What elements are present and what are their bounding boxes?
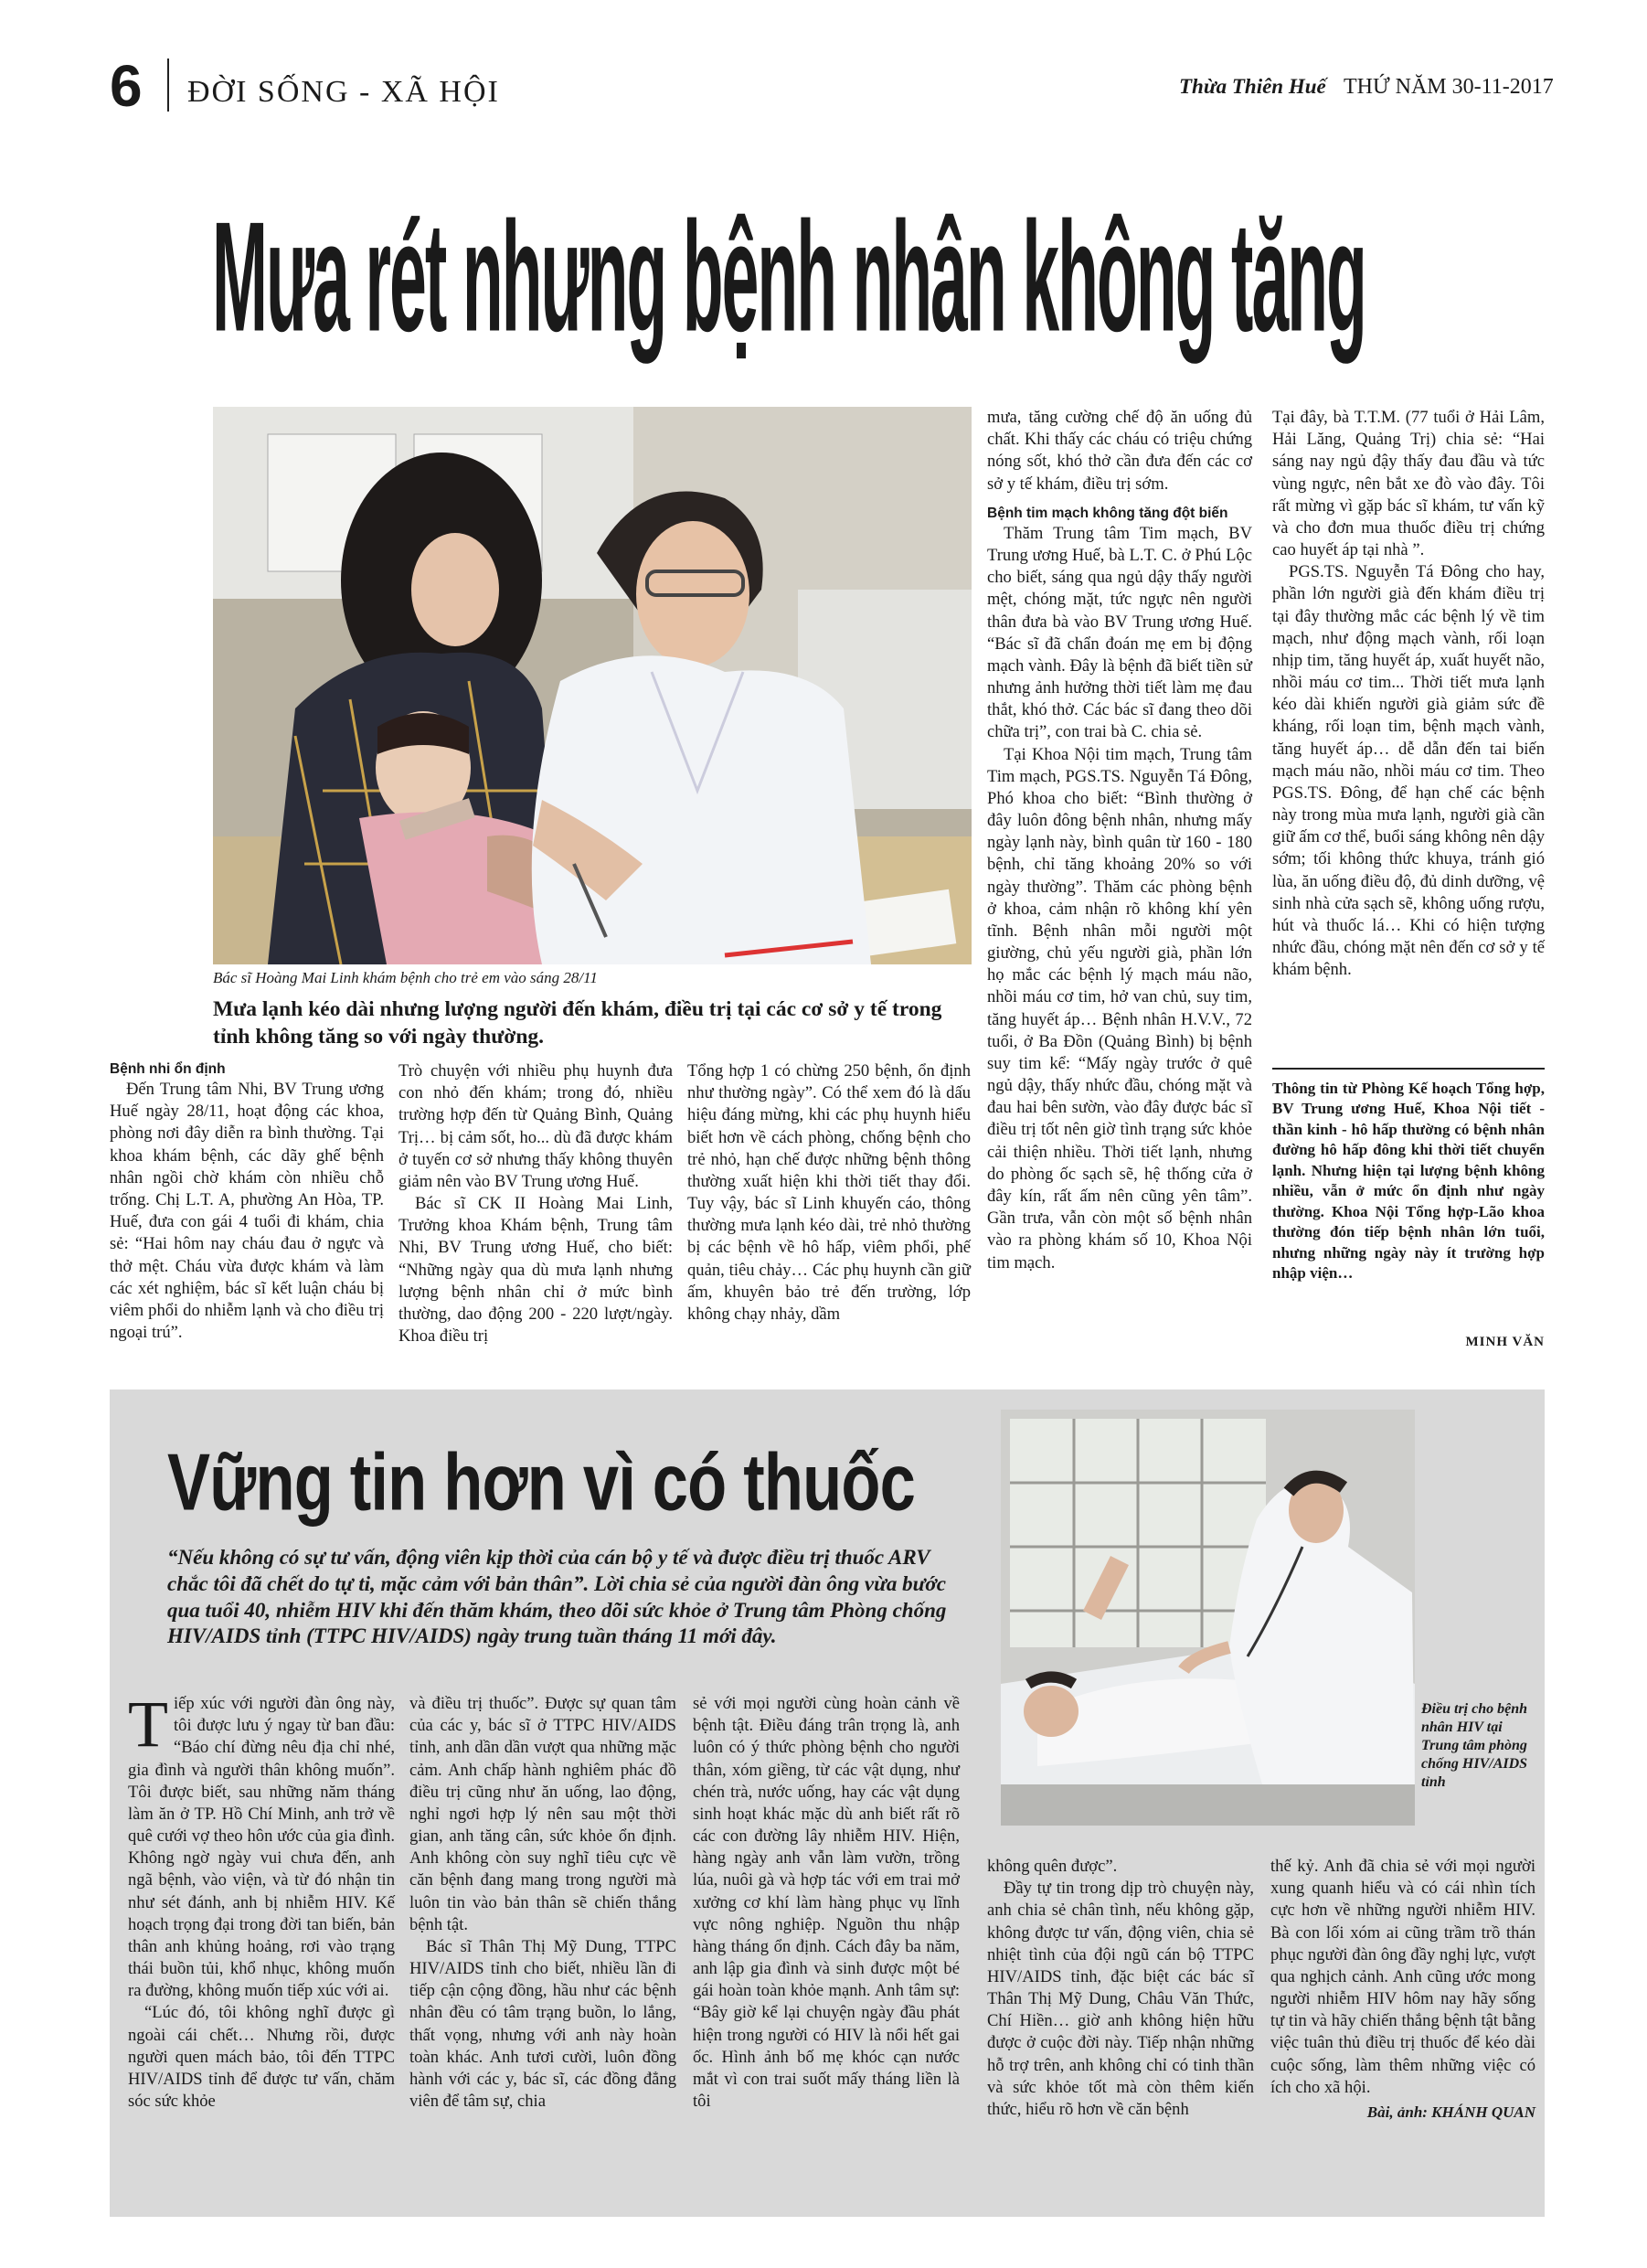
- article-2-photo: [1001, 1410, 1415, 1826]
- article-1-author: MINH VĂN: [1465, 1335, 1545, 1349]
- section-title: ĐỜI SỐNG - XÃ HỘI: [187, 75, 500, 109]
- publication-name: Thừa Thiên Huế: [1179, 75, 1326, 98]
- article-1-column-2: [398, 1060, 673, 1347]
- paragraph: không quên được”.: [987, 1857, 1118, 1876]
- paragraph: Bác sĩ Thân Thị Mỹ Dung, TTPC HIV/AIDS tỉnh cho biết, nhiều lần đi tiếp cận cộng đồng, hầu như các bệnh nhân đều có tâm trạng buồn, lo lắng, thất vọng, nhưng với anh này hoàn toàn khác. Anh tươi cười, luôn đồng hành với các y, bác sĩ, các đồng đẳng viên để tâm sự, chia: [409, 1936, 676, 2112]
- box-rule: [1272, 1068, 1545, 1070]
- paragraph: và điều trị thuốc”. Được sự quan tâm của các y, bác sĩ ở TTPC HIV/AIDS tỉnh, anh dần dần vượt qua những mặc cảm. Anh chấp hành nghiêm phác đồ điều trị cũng như ăn uống, lao động, nghỉ ngơi hợp lý nên sau một thời gian, anh tăng cân, sức khỏe ổn định. Anh không còn suy nghĩ tiêu cực về căn bệnh đang mang trong người mà luôn tin vào bản thân sẽ chiến thắng bệnh tật.: [409, 1694, 676, 1934]
- subheading: Bệnh nhi ổn định: [110, 1061, 226, 1077]
- paragraph: sẻ với mọi người cùng hoàn cảnh về bệnh tật. Điều đáng trân trọng là, anh luôn có ý thức phòng bệnh cho người thân, xóm giềng, từ các vật dụng, như chén trà, nước uống, hay các vật dụng sinh hoạt khác mặc dù anh biết rất rõ các con đường lây nhiễm HIV. Hiện, hàng ngày anh vẫn làm vườn, trồng lúa, nuôi gà và hợp tác với em trai mở xưởng cơ khí làm hàng phục vụ lĩnh vực nông nghiệp. Nguồn thu nhập hàng tháng ổn định. Cách đây ba năm, anh lập gia đình và sinh được một bé gái hoàn toàn khỏe mạnh. Anh tâm sự: “Bây giờ kể lại chuyện ngày đầu phát hiện trong người có HIV là nổi hết gai ốc. Hình ảnh bố mẹ khóc cạn nước mắt vì con trai suốt mấy tháng liền là tôi: [693, 1694, 960, 2112]
- article-2-column-5: [1270, 1856, 1535, 2123]
- article-1-column-1: [110, 1060, 384, 1344]
- photo-doctor-child-icon: [213, 407, 972, 964]
- paragraph: thế kỷ. Anh đã chia sẻ với mọi người xung quanh hiểu và có cái nhìn tích cực hơn về những người nhiễm HIV. Bà con lối xóm ai cũng trầm trồ thán phục người đàn ông đầy nghị lực, vượt qua nghịch cảnh. Anh cũng ước mong người nhiễm HIV hôm nay hãy sống tự tin và hãy chiến thắng bệnh tật bằng việc tuân thủ điều trị thuốc để kéo dài cuộc sống, làm thêm những việc có ích cho xã hội.: [1270, 1857, 1535, 2097]
- paragraph: mưa, tăng cường chế độ ăn uống đủ chất. Khi thấy các cháu có triệu chứng nóng sốt, khó thở cần đưa đến các cơ sở y tế khám, điều trị sớm.: [987, 408, 1252, 494]
- article-2-caption: Điều trị cho bệnh nhân HIV tại Trung tâm phòng chống HIV/AIDS tỉnh: [1421, 1701, 1528, 1790]
- article-1-column-4: [987, 407, 1252, 1274]
- paragraph: Tại Khoa Nội tim mạch, Trung tâm Tim mạch, PGS.TS. Nguyễn Tá Đông, Phó khoa cho biết: “Bình thường ở đây luôn đông bệnh nhân, nhưng mấy ngày lạnh này, bình quân từ 160 - 180 bệnh, chỉ tăng khoảng 20% so với ngày thường”. Thăm các phòng bệnh ở khoa, cảm nhận rõ không khí yên tĩnh. Bệnh nhân mỗi người một giường, chủ yếu người già, phần lớn họ mắc các bệnh lý mạch máu não, nhồi máu cơ tim, hở van chủ, suy tim, tăng huyết áp… Bệnh nhân H.V.V., 72 tuổi, ở Ba Đồn (Quảng Bình) bị bệnh suy tim kể: “Mấy ngày trước ở quê ngủ dậy, thấy nhức đầu, chóng mặt và đau hai bên sườn, vào đây được bác sĩ điều trị tốt nên giờ tình trạng sức khỏe cải thiện nhiều. Thời tiết lạnh, nhưng do phòng ốc sạch sẽ, hệ thống cửa ở đây kín, rất ấm nên cũng yên tâm”. Gần trưa, vẫn còn một số bệnh nhân vào ra phòng khám số 10, Khoa Nội tim mạch.: [987, 744, 1252, 1272]
- headline-article-2: Vững tin hơn vì có thuốc: [167, 1437, 916, 1528]
- paragraph: Trò chuyện với nhiều phụ huynh đưa con nhỏ đến khám; trong đó, nhiều trường hợp đến từ Quảng Bình, Quảng Trị… bị cảm sốt, ho... dù đã được khám ở tuyến cơ sở nhưng thấy không thuyên giảm nên vào BV Trung ương Huế.: [398, 1061, 673, 1191]
- paragraph: Tổng hợp 1 có chừng 250 bệnh, ổn định như thường ngày”. Có thể xem đó là dấu hiệu đáng mừng, khi các phụ huynh hiểu biết hơn về cách phòng, chống bệnh cho trẻ nhỏ, hạn chế được những bệnh thông thường xuất hiện khi thời tiết thay đổi. Tuy vậy, bác sĩ Linh khuyến cáo, thông thường mưa lạnh kéo dài, trẻ nhỏ thường bị các bệnh về hô hấp, viêm phổi, phế quản, tiêu chảy… Các phụ huynh cần giữ ấm, khuyên bảo trẻ đến trường, lớp không chạy nhảy, dầm: [687, 1061, 971, 1324]
- paragraph: PGS.TS. Nguyễn Tá Đông cho hay, phần lớn người già đến khám điều trị tại đây thường mắc các bệnh lý về tim mạch, như động mạch vành, rối loạn nhịp tim, tăng huyết áp, xuất huyết não, nhồi máu cơ tim... Thời tiết mưa lạnh kéo dài khiến người già giảm sức đề kháng, rối loạn tim, bệnh mạch vành, tăng huyết áp… dễ dẫn đến tai biến mạch máu não, nhồi máu cơ tim. Theo PGS.TS. Đông, để hạn chế các bệnh này trong mùa mưa lạnh, người già cần giữ ấm cơ thể, buổi sáng không nên dậy sớm; tối không thức khuya, tránh gió lùa, ăn uống điều độ, đủ dinh dưỡng, vệ sinh nhà cửa sạch sẽ, không uống rượu, hút và thuốc lá… Khi có hiện tượng nhức đầu, chóng mặt nên đến cơ sở y tế khám bệnh.: [1272, 562, 1545, 980]
- paragraph: Thăm Trung tâm Tim mạch, BV Trung ương Huế, bà L.T. C. ở Phú Lộc cho biết, sáng qua ngủ dậy thấy người mệt, chóng mặt, tức ngực nên người thân đưa bà vào BV Trung ương Huế. “Bác sĩ đã chẩn đoán mẹ em bị động mạch vành. Đây là bệnh đã biết tiền sử nhưng ảnh hưởng thời tiết làm mẹ đau thắt, khó thở. Các bác sĩ đang theo dõi chữa trị”, con trai bà C. chia sẻ.: [987, 523, 1252, 742]
- headline-article-1: Mưa rét nhưng bệnh nhân không tăng: [212, 189, 1365, 366]
- header-divider: [167, 59, 169, 112]
- article-2-column-4: [987, 1856, 1254, 2121]
- article-2-column-3: [693, 1693, 960, 2113]
- article-1-sapo: Mưa lạnh kéo dài nhưng lượng người đến khám, điều trị tại các cơ sở y tế trong tỉnh không tăng so với ngày thường.: [213, 997, 942, 1049]
- article-1-photo: [213, 407, 972, 964]
- article-1-column-3: [687, 1060, 971, 1326]
- paragraph: iếp xúc với người đàn ông này, tôi được lưu ý ngay từ ban đầu: “Báo chí đừng nêu địa chỉ nhé, gia đình và người thân không muốn”. Tôi được biết, sau những năm tháng làm ăn ở TP. Hồ Chí Minh, anh trở về quê cưới vợ theo hôn ước của gia đình. Không ngờ ngày vui chưa đến, anh ngã bệnh, vào viện, và từ đó nhận tin như sét đánh, anh bị nhiễm HIV. Kế hoạch trọng đại trong đời tan biến, bản thân anh khủng hoảng, rơi vào trạng thái buồn tủi, khổ nhục, không muốn ra đường, không muốn tiếp xúc với ai.: [128, 1694, 395, 2001]
- issue-date: THỨ NĂM 30-11-2017: [1344, 75, 1554, 99]
- photo-doctor-patient-bed-icon: [1001, 1410, 1415, 1826]
- article-2-sapo: “Nếu không có sự tư vấn, động viên kịp thời của cán bộ y tế và được điều trị thuốc ARV chắc tôi đã chết do tự ti, mặc cảm với bản thân”. Lời chia sẻ của người đàn ông vừa bước qua tuổi 40, nhiễm HIV khi đến thăm khám, theo dõi sức khỏe ở Trung tâm Phòng chống HIV/AIDS tỉnh (TTPC HIV/AIDS) ngày trung tuần tháng 11 mới đây.: [167, 1546, 947, 1648]
- hospital-info-box: Thông tin từ Phòng Kế hoạch Tổng hợp, BV Trung ương Huế, Khoa Nội tiết - thần kinh - hô hấp thường có bệnh nhân đường hô hấp đông khi thời tiết chuyển lạnh. Nhưng hiện tại lượng bệnh không nhiều, vẫn ở mức ổn định như ngày thường. Khoa Nội Tổng hợp-Lão khoa thường đón tiếp bệnh nhân lớn tuổi, nhưng những ngày này ít trường hợp nhập viện…: [1272, 1080, 1545, 1282]
- drop-cap: T: [128, 1688, 168, 1761]
- article-2-column-1: [128, 1688, 395, 2113]
- paragraph: Đầy tự tin trong dịp trò chuyện này, anh chia sẻ chân tình, nếu không gặp, không được tư vấn, động viên, chia sẻ nhiệt tình của đội ngũ cán bộ TTPC HIV/AIDS tỉnh, đặc biệt các bác sĩ Thân Thị Mỹ Dung, Châu Văn Thức, Chí Hiền… giờ anh không hiện hữu được ở cuộc đời này. Tiếp nhận những hỗ trợ trên, anh không chỉ có tinh thần và sức khỏe tốt mà còn thêm kiến thức, hiểu rõ hơn về căn bệnh: [987, 1879, 1254, 2119]
- paragraph: “Lúc đó, tôi không nghĩ được gì ngoài cái chết… Nhưng rồi, được người quen mách bảo, tôi đến TTPC HIV/AIDS tỉnh để được tư vấn, chăm sóc sức khỏe: [128, 2003, 395, 2112]
- paragraph: Bác sĩ CK II Hoàng Mai Linh, Trưởng khoa Khám bệnh, Trung tâm Nhi, BV Trung ương Huế, cho biết: “Những ngày qua dù mưa lạnh nhưng lượng bệnh nhân chỉ ở mức bình thường, dao động 200 - 220 lượt/ngày. Khoa điều trị: [398, 1194, 673, 1347]
- paragraph: Đến Trung tâm Nhi, BV Trung ương Huế ngày 28/11, hoạt động các khoa, phòng nơi đây diễn ra bình thường. Tại khoa khám bệnh, các dãy ghế bệnh nhân ngồi chờ khám còn nhiều chỗ trống. Chị L.T. A, phường An Hòa, TP. Huế, đưa con gái 4 tuổi đi khám, chia sẻ: “Hai hôm nay cháu đau ở ngực và thở mệt. Cháu vừa được khám và làm các xét nghiệm, bác sĩ kết luận cháu bị viêm phổi do nhiễm lạnh và cho điều trị ngoại trú”.: [110, 1080, 384, 1343]
- page-number: 6: [110, 53, 143, 119]
- article-1-column-5: [1272, 407, 1545, 981]
- paragraph: Tại đây, bà T.T.M. (77 tuổi ở Hải Lâm, Hải Lăng, Quảng Trị) chia sẻ: “Hai sáng nay ngủ đậy thấy đau đầu và tức vùng ngực, nên bắt xe đò vào đây. Tôi rất mừng vì gặp bác sĩ khám, tư vấn kỹ và cho đơn mua thuốc điều trị chứng cao huyết áp tại nhà ”.: [1272, 408, 1545, 560]
- article-1-caption: Bác sĩ Hoàng Mai Linh khám bệnh cho trẻ em vào sáng 28/11: [213, 969, 598, 986]
- article-2-byline: Bài, ảnh: KHÁNH QUAN: [1366, 2103, 1535, 2121]
- article-2-column-2: [409, 1693, 676, 2113]
- subheading: Bệnh tim mạch không tăng đột biến: [987, 505, 1228, 521]
